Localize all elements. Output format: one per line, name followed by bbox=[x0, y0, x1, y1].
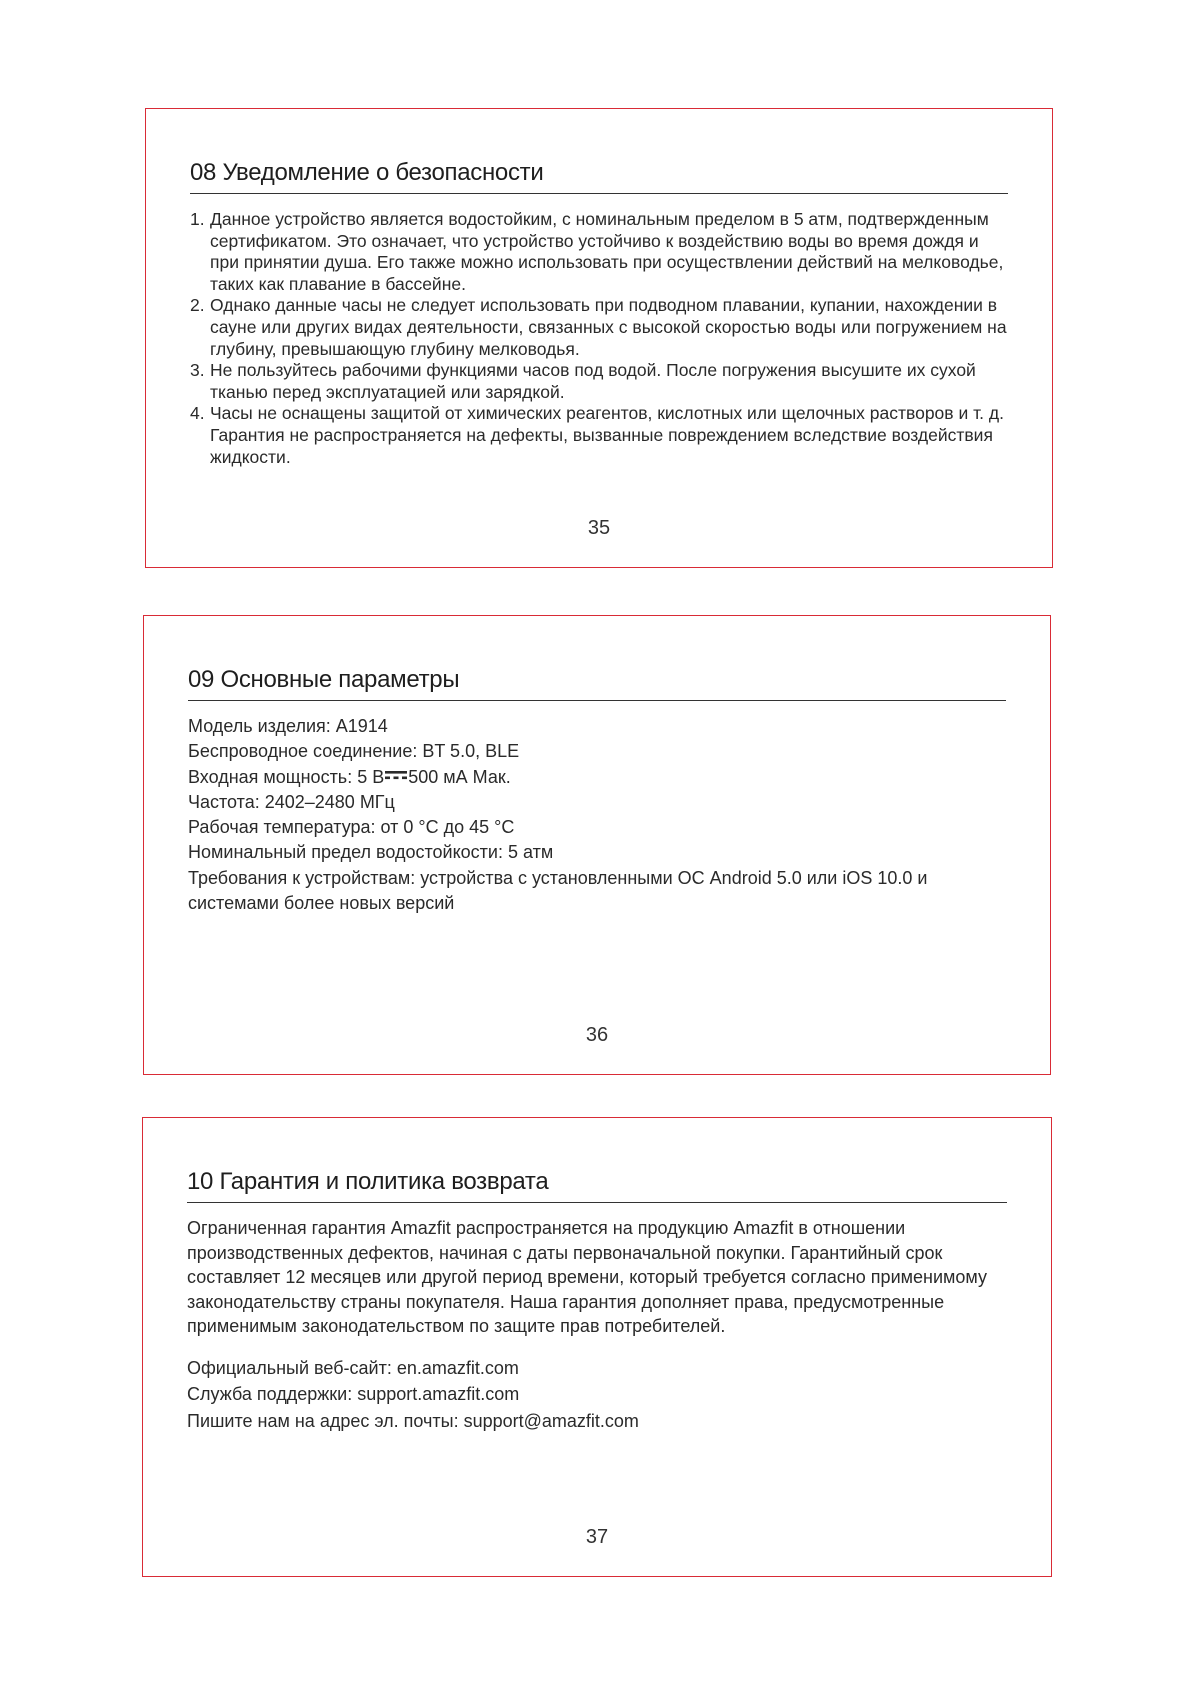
contact-website: Официальный веб-сайт: en.amazfit.com bbox=[187, 1358, 519, 1378]
contact-info bbox=[187, 1355, 1007, 1434]
list-item bbox=[190, 209, 1008, 295]
contact-email: Пишите нам на адрес эл. почты: support@amazfit.com bbox=[187, 1410, 639, 1431]
spec-list bbox=[188, 714, 1006, 916]
spec-requirements-cont: системами более новых версий bbox=[188, 893, 455, 914]
spec-frequency: Частота: 2402–2480 МГц bbox=[188, 791, 395, 812]
page-card-35 bbox=[145, 108, 1053, 568]
list-item-text: Не пользуйтесь рабочими функциями часов под водой. После погружения высушите их сухой тканью перед эксплуатацией или зарядкой. bbox=[210, 360, 976, 402]
dc-current-icon bbox=[385, 771, 407, 780]
page-number: 36 bbox=[585, 1024, 609, 1046]
page-card-37 bbox=[142, 1117, 1052, 1577]
list-item-text: Однако данные часы не следует использовать при подводном плавании, купании, нахождении в сауне или других видах деятельности, связанных с высокой скоростью воды или погружением на глубину, превышающую глубину мелководья. bbox=[210, 295, 1007, 359]
spec-model: Модель изделия: A1914 bbox=[188, 716, 388, 736]
list-item-text: Данное устройство является водостойким, с номинальным пределом в 5 атм, подтвержденным сертификатом. Это означает, что устройство устойчиво к воздействию воды во время дождя и при принятии душа. Его также можно использовать при осуществлении действий на мелководье, таких как плавание в бассейне. bbox=[210, 209, 1004, 294]
contact-support: Служба поддержки: support.amazfit.com bbox=[187, 1384, 520, 1405]
spec-requirements: Требования к устройствам: устройства с установленными ОС Android 5.0 или iOS 10.0 и bbox=[188, 867, 928, 888]
spec-input-prefix: Входная мощность: 5 В bbox=[188, 766, 385, 787]
spec-input-power bbox=[188, 765, 1006, 790]
page-card-36 bbox=[143, 615, 1051, 1075]
list-item-number: 1. bbox=[190, 209, 205, 229]
spec-wireless: Беспроводное соединение: BT 5.0, BLE bbox=[188, 741, 520, 762]
list-item-number: 4. bbox=[190, 403, 205, 424]
warranty-paragraph: Ограниченная гарантия Amazfit распространяется на продукцию Amazfit в отношении производственных дефектов, начиная с даты первоначальной покупки. Гарантийный срок составляет 12 месяцев или другой период времени, который требуется согласно применимому законодательству страны покупателя. Наша гарантия дополняет права, предусмотренные применимым законодательством по защите прав потребителей. bbox=[187, 1218, 987, 1337]
safety-list bbox=[190, 209, 1008, 468]
page-number: 37 bbox=[585, 1526, 609, 1548]
page-number: 35 bbox=[587, 517, 611, 539]
spec-water-resistance: Номинальный предел водостойкости: 5 атм bbox=[188, 842, 554, 863]
spec-input-suffix: 500 мА Мак. bbox=[408, 766, 511, 787]
list-item-number: 3. bbox=[190, 360, 205, 381]
section-title-parameters: 09 Основные параметры bbox=[188, 666, 460, 693]
safety-notice-body bbox=[190, 209, 1008, 468]
section-title-warranty: 10 Гарантия и политика возврата bbox=[187, 1168, 549, 1195]
title-divider bbox=[190, 193, 1008, 194]
list-item-text: Часы не оснащены защитой от химических реагентов, кислотных или щелочных растворов и т. д. Гарантия не распространяется на дефекты, вызванные повреждением вследствие воздействия жидкости. bbox=[210, 403, 1004, 467]
spec-temperature: Рабочая температура: от 0 °C до 45 °C bbox=[188, 817, 515, 838]
list-item bbox=[190, 360, 1008, 403]
list-item bbox=[190, 403, 1008, 468]
section-title-safety: 08 Уведомление о безопасности bbox=[190, 159, 544, 186]
title-divider bbox=[187, 1202, 1007, 1203]
title-divider bbox=[188, 700, 1006, 701]
list-item-number: 2. bbox=[190, 295, 205, 316]
list-item bbox=[190, 295, 1008, 360]
